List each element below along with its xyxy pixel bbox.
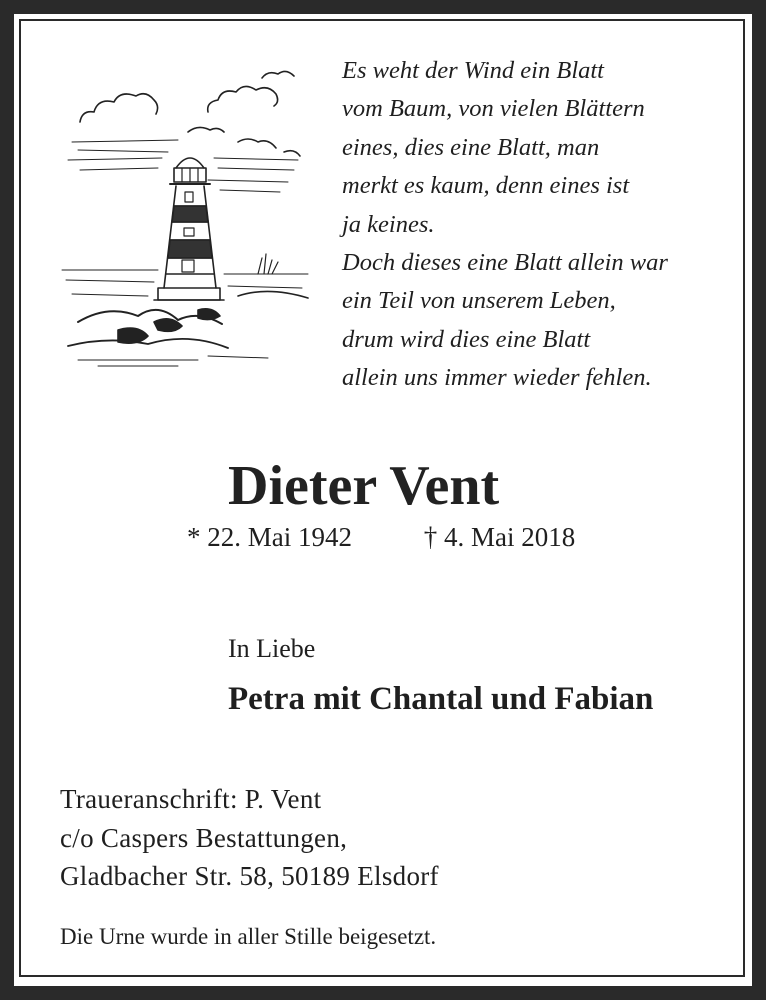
mourners-intro: In Liebe (228, 634, 316, 663)
address-line: Traueranschrift: P. Vent (60, 784, 322, 814)
poem-line: Es weht der Wind ein Blatt (342, 57, 604, 84)
poem-line: allein uns immer wieder fehlen. (342, 364, 652, 392)
poem (342, 52, 732, 398)
address-line: Gladbacher Str. 58, 50189 Elsdorf (60, 861, 439, 891)
address-line: c/o Caspers Bestattungen, (60, 822, 348, 853)
lighthouse-sketch-icon (58, 60, 313, 370)
deceased-name: Dieter Vent (228, 455, 500, 517)
poem-line: ja keines. (342, 210, 435, 238)
poem-line: merkt es kaum, denn eines ist (342, 172, 630, 200)
mourners-names: Petra mit Chantal und Fabian (228, 681, 654, 717)
birth-date: * 22. Mai 1942 (187, 522, 352, 552)
poem-line: ein Teil von unserem Leben, (342, 287, 616, 315)
poem-line: Doch dieses eine Blatt allein war (342, 249, 668, 277)
death-date: † 4. Mai 2018 (423, 522, 576, 552)
burial-note: Die Urne wurde in aller Stille beigesetzt. (60, 924, 437, 949)
life-dates (187, 519, 575, 555)
poem-line: drum wird dies eine Blatt (342, 325, 591, 353)
poem-line: vom Baum, von vielen Blättern (342, 95, 645, 123)
mourning-address (60, 780, 439, 896)
poem-line: eines, dies eine Blatt, man (342, 133, 600, 161)
